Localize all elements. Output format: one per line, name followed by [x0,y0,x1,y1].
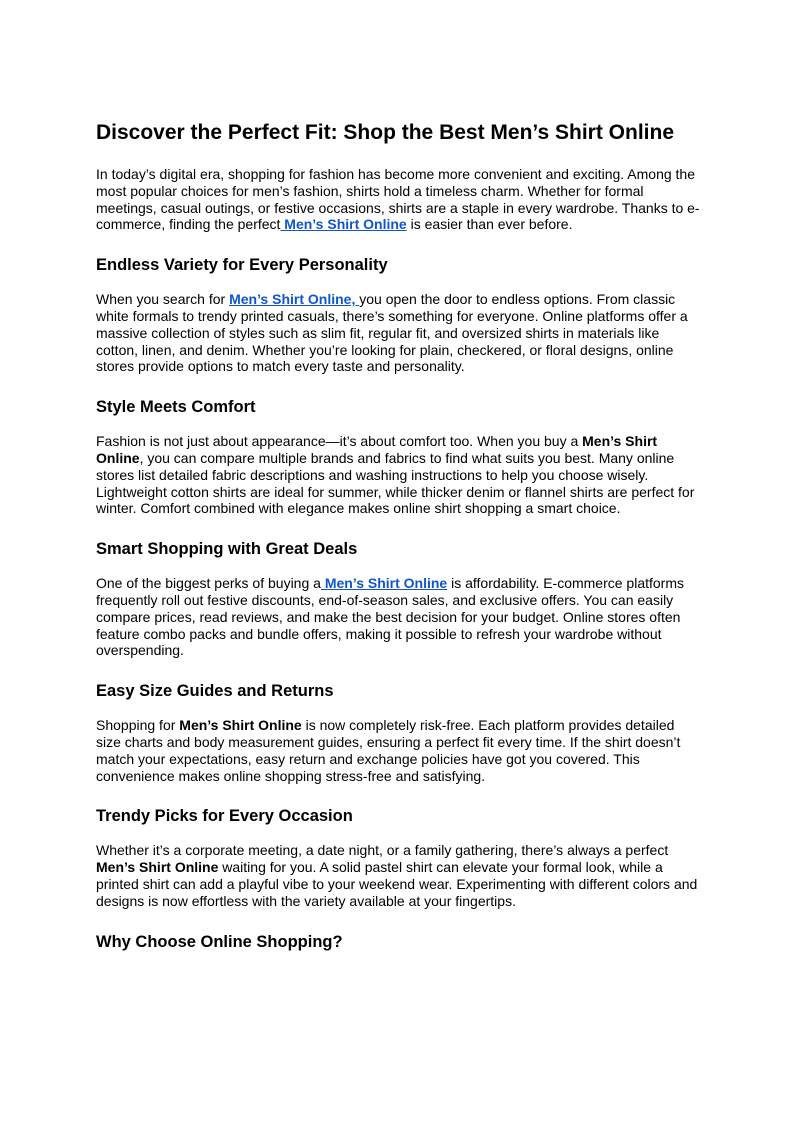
section-heading-deals: Smart Shopping with Great Deals [96,540,358,559]
paragraph-text: Fashion is not just about appearance—it’s about comfort too. When you buy a [96,433,583,450]
intro-text: In today’s digital era, shopping for fashion has become more convenient and exciting. Among the most popular choices for men’s fashion, shirts hold a timeless charm. Whether for formal meetings, casual outings, or festive occasions, shirts are a staple in every wardrobe. Thanks to e-commerce, finding the perfect [96,166,700,233]
section-heading-why-online: Why Choose Online Shopping? [96,932,343,951]
paragraph-text: is now completely risk-free. Each platform provides detailed size charts and body measurement guides, ensuring a perfect fit every time. If the shirt doesn’t match your expectations, easy return and exchange policies have got you covered. This convenience makes online shopping stress-free and satisfying. [96,717,681,784]
paragraph-text: waiting for you. A solid pastel shirt can elevate your formal look, while a printed shirt can add a playful vibe to your weekend wear. Experimenting with different colors and designs is now effortless with the variety available at your fingertips. [96,859,698,909]
section-paragraph-comfort [96,433,702,517]
page-title: Discover the Perfect Fit: Shop the Best Men’s Shirt Online [96,121,674,144]
section-paragraph-size-guides [96,717,702,784]
paragraph-text: When you search for [96,291,230,308]
section-heading-occasions: Trendy Picks for Every Occasion [96,807,353,826]
mens-shirt-online-link[interactable]: Men’s Shirt Online [280,216,407,233]
bold-keyword: Men’s Shirt Online [96,859,219,876]
paragraph-text: , you can compare multiple brands and fabrics to find what suits you best. Many online stores list detailed fabric descriptions and washing instructions to help you choose wisely. Lightweight cotton shirts are ideal for summer, while thicker denim or flannel shirts are perfect for winter. Comfort combined with elegance makes online shirt shopping a smart choice. [96,449,695,517]
section-heading-variety: Endless Variety for Every Personality [96,256,388,275]
section-heading-size-guides: Easy Size Guides and Returns [96,682,334,701]
mens-shirt-online-link[interactable]: Men’s Shirt Online [320,575,448,592]
intro-text-end: is easier than ever before. [406,216,573,233]
intro-paragraph [96,166,702,233]
paragraph-text: is affordability. E-commerce platforms frequently roll out festive discounts, end-of-season sales, and exclusive offers. You can easily compare prices, read reviews, and make the best decision for your budget. Online stores often feature combo packs and bundle offers, making it possible to refresh your wardrobe without overspending. [96,575,684,659]
mens-shirt-online-link[interactable]: Men’s Shirt Online, [229,291,360,308]
section-paragraph-variety [96,291,702,375]
section-paragraph-deals [96,575,702,659]
paragraph-text: One of the biggest perks of buying a [96,575,321,592]
bold-keyword: Men’s Shirt Online [179,717,302,734]
section-paragraph-occasions [96,842,702,909]
document-page [96,120,702,968]
paragraph-text: Whether it’s a corporate meeting, a date night, or a family gathering, there’s always a perfect [96,842,669,859]
paragraph-text: you open the door to endless options. From classic white formals to trendy printed casuals, there’s something for everyone. Online platforms offer a massive collection of styles such as slim fit, regular fit, and oversized shirts in materials like cotton, linen, and denim. Whether you’re looking for plain, checkered, or floral designs, online stores provide options to match every taste and personality. [96,291,688,375]
section-heading-comfort: Style Meets Comfort [96,398,256,417]
paragraph-text: Shopping for [96,717,180,734]
bold-keyword: Men’s Shirt Online [96,433,658,466]
